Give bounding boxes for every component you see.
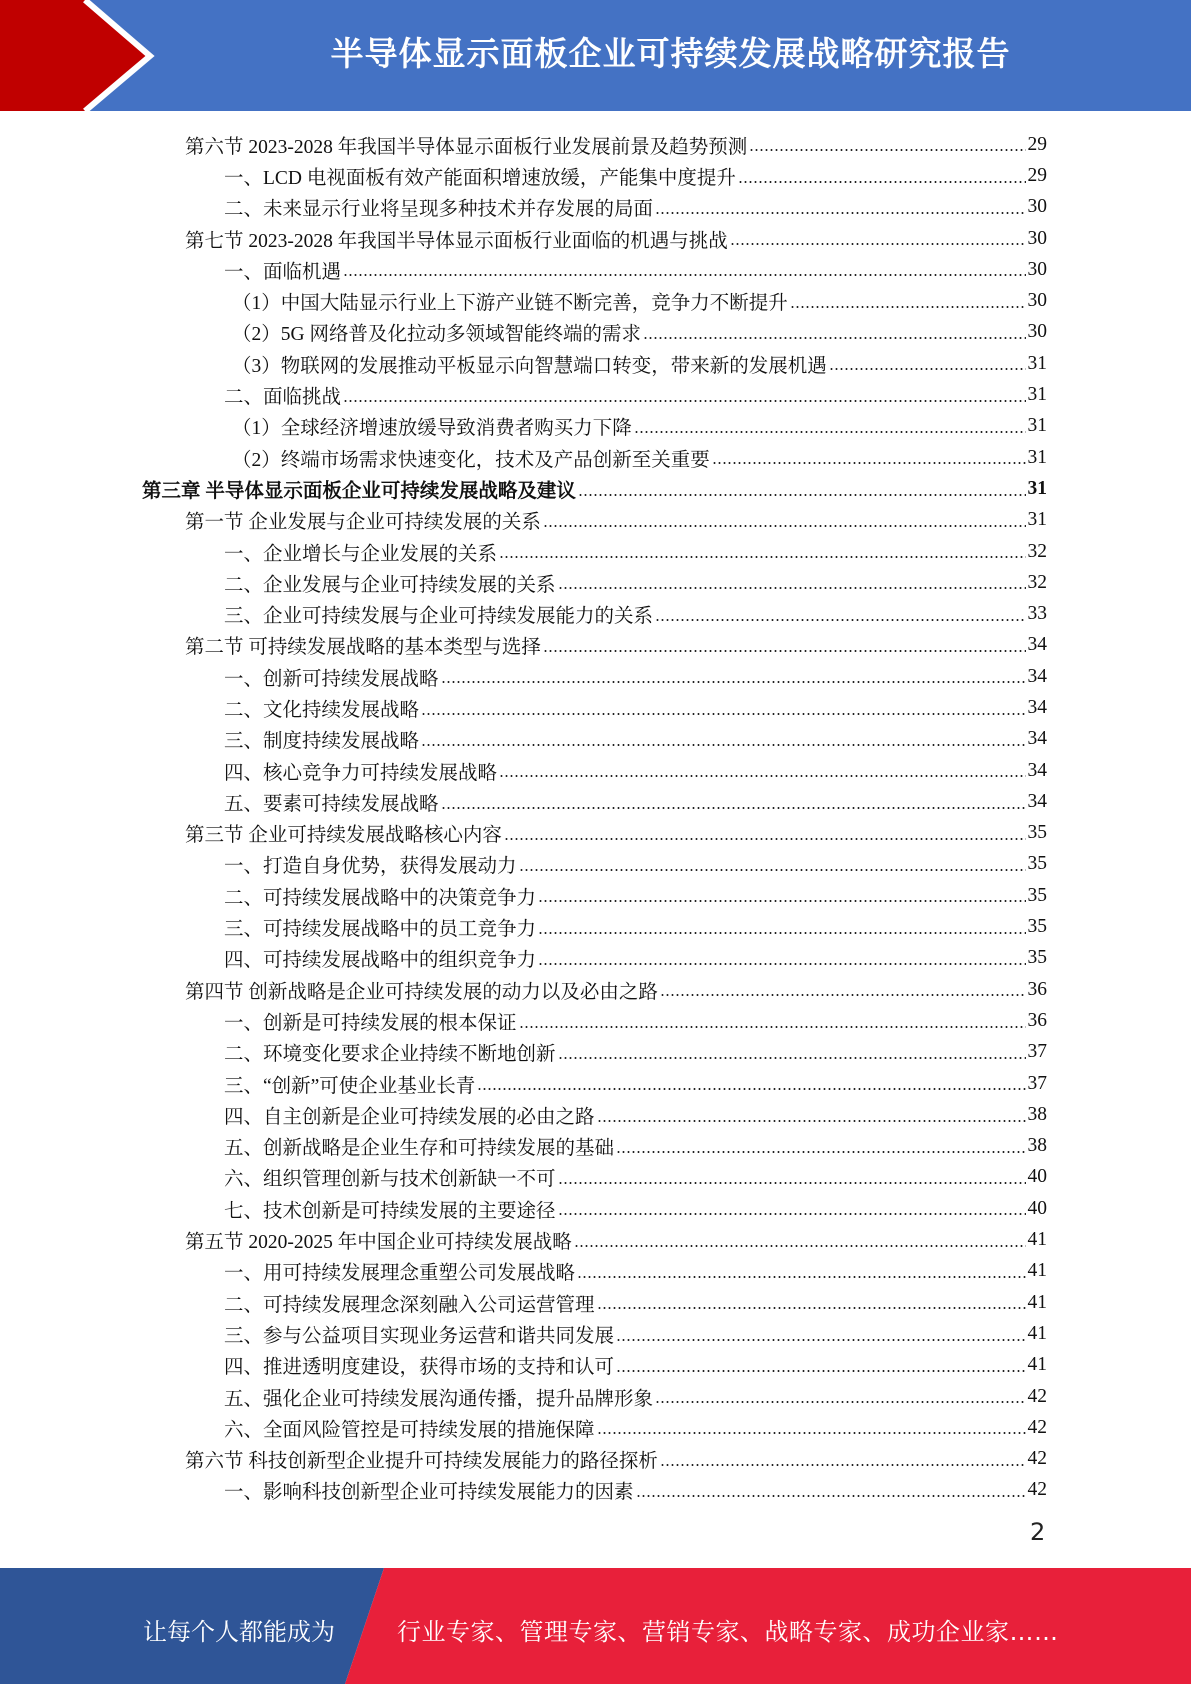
toc-leader-dots — [577, 1275, 1025, 1279]
toc-leader-dots — [660, 1463, 1026, 1467]
toc-entry[interactable] — [0, 724, 1191, 755]
toc-entry[interactable] — [0, 1381, 1191, 1412]
toc-entry[interactable] — [0, 567, 1191, 598]
toc-leader-dots — [499, 774, 1025, 778]
toc-entry-page: 35 — [1027, 947, 1047, 969]
toc-entry-page: 41 — [1027, 1354, 1047, 1376]
toc-leader-dots — [574, 1244, 1026, 1248]
toc-entry-title: 二、可持续发展战略中的决策竞争力 — [224, 887, 537, 909]
toc-entry-page: 41 — [1027, 1322, 1047, 1344]
toc-entry[interactable] — [0, 1256, 1191, 1287]
toc-leader-dots — [749, 148, 1025, 152]
toc-entry-title: 二、面临挑战 — [224, 387, 342, 409]
toc-entry[interactable] — [0, 1068, 1191, 1099]
toc-entry[interactable] — [0, 943, 1191, 974]
toc-entry-title: 第四节 创新战略是企业可持续发展的动力以及必由之路 — [185, 981, 658, 1003]
toc-entry[interactable] — [0, 254, 1191, 285]
toc-entry-title: 三、参与公益项目实现业务运营和谐共同发展 — [224, 1325, 615, 1347]
toc-entry[interactable] — [0, 661, 1191, 692]
toc-entry-page: 40 — [1027, 1197, 1047, 1219]
toc-entry-page: 42 — [1027, 1448, 1047, 1470]
toc-leader-dots — [421, 712, 1025, 716]
toc-entry-page: 31 — [1027, 509, 1047, 531]
toc-entry-title: （1）中国大陆显示行业上下游产业链不断完善，竞争力不断提升 — [232, 293, 788, 315]
toc-entry-page: 30 — [1027, 290, 1047, 312]
toc-leader-dots — [829, 367, 1026, 371]
toc-entry[interactable] — [0, 974, 1191, 1005]
toc-entry-page: 34 — [1027, 790, 1047, 812]
toc-leader-dots — [790, 305, 1026, 309]
page-header — [0, 0, 1191, 111]
toc-entry-page: 34 — [1027, 665, 1047, 687]
toc-leader-dots — [597, 1119, 1026, 1123]
toc-entry-page: 42 — [1027, 1385, 1047, 1407]
toc-entry-page: 31 — [1027, 352, 1047, 374]
toc-entry[interactable] — [0, 1193, 1191, 1224]
toc-entry-title: 二、可持续发展理念深刻融入公司运营管理 — [224, 1294, 595, 1316]
toc-entry-page: 42 — [1027, 1416, 1047, 1438]
toc-entry-page: 30 — [1027, 196, 1047, 218]
toc-entry-title: 第七节 2023-2028 年我国半导体显示面板行业面临的机遇与挑战 — [185, 230, 728, 252]
toc-entry[interactable] — [0, 192, 1191, 223]
page-footer — [0, 1568, 1191, 1684]
toc-entry-title: 一、企业增长与企业发展的关系 — [224, 543, 498, 565]
toc-entry-page: 29 — [1027, 164, 1047, 186]
toc-leader-dots — [558, 586, 1026, 590]
toc-entry[interactable] — [0, 755, 1191, 786]
toc-entry-title: 第五节 2020-2025 年中国企业可持续发展战略 — [185, 1232, 572, 1254]
toc-leader-dots — [616, 1150, 1025, 1154]
toc-entry[interactable] — [0, 505, 1191, 536]
toc-entry-title: 三、“创新”可使企业基业长青 — [224, 1075, 476, 1097]
toc-entry[interactable] — [0, 1131, 1191, 1162]
toc-entry[interactable] — [0, 1412, 1191, 1443]
toc-entry[interactable] — [0, 160, 1191, 191]
toc-leader-dots — [499, 555, 1025, 559]
toc-entry[interactable] — [0, 630, 1191, 661]
toc-entry-title: 六、全面风险管控是可持续发展的措施保障 — [224, 1419, 595, 1441]
toc-entry[interactable] — [0, 442, 1191, 473]
toc-entry-title: 二、环境变化要求企业持续不断地创新 — [224, 1044, 556, 1066]
toc-entry-page: 40 — [1027, 1166, 1047, 1188]
toc-leader-dots — [655, 1400, 1025, 1404]
toc-leader-dots — [597, 1431, 1026, 1435]
toc-leader-dots — [343, 273, 1025, 277]
toc-entry-page: 29 — [1027, 133, 1047, 155]
toc-leader-dots — [660, 993, 1026, 997]
toc-entry-title: 七、技术创新是可持续发展的主要途径 — [224, 1200, 556, 1222]
toc-entry-title: 五、创新战略是企业生存和可持续发展的基础 — [224, 1138, 615, 1160]
toc-entry-title: 一、面临机遇 — [224, 261, 342, 283]
toc-entry-title: 第六节 科技创新型企业提升可持续发展能力的路径探析 — [185, 1451, 658, 1473]
toc-entry-page: 35 — [1027, 916, 1047, 938]
toc-entry[interactable] — [0, 1318, 1191, 1349]
toc-entry-title: （2）终端市场需求快速变化，技术及产品创新至关重要 — [232, 449, 710, 471]
toc-leader-dots — [504, 837, 1026, 841]
toc-leader-dots — [538, 962, 1025, 966]
toc-leader-dots — [655, 618, 1025, 622]
toc-entry-title: 四、可持续发展战略中的组织竞争力 — [224, 950, 537, 972]
toc-entry-title: 第一节 企业发展与企业可持续发展的关系 — [185, 512, 541, 534]
toc-entry-page: 30 — [1027, 321, 1047, 343]
toc-leader-dots — [441, 806, 1026, 810]
toc-entry-title: 二、企业发展与企业可持续发展的关系 — [224, 574, 556, 596]
toc-leader-dots — [519, 1025, 1026, 1029]
toc-entry-page: 35 — [1027, 822, 1047, 844]
toc-leader-dots — [578, 493, 1026, 497]
toc-entry-title: （2）5G 网络普及化拉动多领域智能终端的需求 — [232, 324, 641, 346]
toc-entry[interactable] — [0, 692, 1191, 723]
toc-entry-page: 31 — [1027, 384, 1047, 406]
toc-leader-dots — [441, 680, 1026, 684]
toc-entry-page: 36 — [1027, 978, 1047, 1000]
toc-entry-page: 31 — [1027, 477, 1047, 499]
toc-entry-page: 41 — [1027, 1291, 1047, 1313]
report-title: 半导体显示面板企业可持续发展战略研究报告 — [330, 34, 1011, 73]
toc-entry-page: 38 — [1027, 1103, 1047, 1125]
toc-leader-dots — [634, 430, 1026, 434]
toc-entry-title: 三、可持续发展战略中的员工竞争力 — [224, 919, 537, 941]
toc-entry-title: （1）全球经济增速放缓导致消费者购买力下降 — [232, 418, 632, 440]
toc-leader-dots — [616, 1369, 1025, 1373]
toc-entry[interactable] — [0, 880, 1191, 911]
table-of-contents — [0, 129, 1191, 1506]
toc-entry-page: 35 — [1027, 884, 1047, 906]
toc-entry-page: 34 — [1027, 696, 1047, 718]
toc-entry-page: 35 — [1027, 853, 1047, 875]
toc-leader-dots — [543, 649, 1026, 653]
toc-entry[interactable] — [0, 1443, 1191, 1474]
toc-entry[interactable] — [0, 129, 1191, 160]
toc-entry-title: 一、创新可持续发展战略 — [224, 668, 439, 690]
toc-entry-title: 第六节 2023-2028 年我国半导体显示面板行业发展前景及趋势预测 — [185, 136, 748, 158]
toc-entry-page: 30 — [1027, 227, 1047, 249]
toc-entry[interactable] — [0, 1005, 1191, 1036]
toc-leader-dots — [558, 1056, 1026, 1060]
toc-entry[interactable] — [0, 1037, 1191, 1068]
toc-entry-title: 一、创新是可持续发展的根本保证 — [224, 1012, 517, 1034]
toc-entry-title: 一、打造自身优势，获得发展动力 — [224, 856, 517, 878]
toc-entry-page: 42 — [1027, 1479, 1047, 1501]
toc-entry[interactable] — [0, 536, 1191, 567]
toc-entry-page: 38 — [1027, 1135, 1047, 1157]
toc-entry[interactable] — [0, 818, 1191, 849]
toc-entry-title: 二、文化持续发展战略 — [224, 699, 420, 721]
toc-entry-page: 37 — [1027, 1041, 1047, 1063]
toc-leader-dots — [558, 1181, 1026, 1185]
page-number: 2 — [1030, 1518, 1046, 1546]
toc-leader-dots — [477, 1087, 1025, 1091]
toc-entry[interactable] — [0, 1224, 1191, 1255]
toc-entry-title: 一、LCD 电视面板有效产能面积增速放缓，产能集中度提升 — [224, 167, 736, 189]
toc-entry-page: 33 — [1027, 603, 1047, 625]
toc-entry[interactable] — [0, 285, 1191, 316]
toc-leader-dots — [712, 461, 1026, 465]
toc-entry[interactable] — [0, 317, 1191, 348]
toc-entry[interactable] — [0, 1475, 1191, 1506]
toc-entry[interactable] — [0, 348, 1191, 379]
toc-entry[interactable] — [0, 849, 1191, 880]
toc-entry-page: 34 — [1027, 728, 1047, 750]
toc-entry-title: 三、制度持续发展战略 — [224, 731, 420, 753]
toc-entry-title: （3）物联网的发展推动平板显示向智慧端口转变，带来新的发展机遇 — [232, 355, 827, 377]
toc-entry-title: 五、强化企业可持续发展沟通传播，提升品牌形象 — [224, 1388, 654, 1410]
toc-leader-dots — [558, 1212, 1026, 1216]
toc-entry[interactable] — [0, 1162, 1191, 1193]
toc-entry-page: 31 — [1027, 415, 1047, 437]
toc-leader-dots — [597, 1306, 1026, 1310]
toc-leader-dots — [538, 931, 1025, 935]
toc-entry-title: 二、未来显示行业将呈现多种技术并存发展的局面 — [224, 199, 654, 221]
toc-leader-dots — [738, 180, 1026, 184]
toc-entry-page: 30 — [1027, 258, 1047, 280]
toc-entry-title: 四、核心竞争力可持续发展战略 — [224, 762, 498, 784]
toc-leader-dots — [421, 743, 1025, 747]
toc-entry-page: 37 — [1027, 1072, 1047, 1094]
toc-entry-page: 31 — [1027, 446, 1047, 468]
toc-entry[interactable] — [0, 411, 1191, 442]
toc-entry-page: 41 — [1027, 1229, 1047, 1251]
toc-entry[interactable] — [0, 1350, 1191, 1381]
toc-entry-page: 34 — [1027, 634, 1047, 656]
toc-entry-page: 36 — [1027, 1009, 1047, 1031]
toc-entry-title: 六、组织管理创新与技术创新缺一不可 — [224, 1169, 556, 1191]
toc-entry-title: 一、影响科技创新型企业可持续发展能力的因素 — [224, 1482, 634, 1504]
toc-entry[interactable] — [0, 1099, 1191, 1130]
toc-entry-title: 第二节 可持续发展战略的基本类型与选择 — [185, 637, 541, 659]
toc-entry-page: 32 — [1027, 540, 1047, 562]
toc-entry[interactable] — [0, 911, 1191, 942]
toc-entry-title: 第三节 企业可持续发展战略核心内容 — [185, 825, 502, 847]
toc-leader-dots — [343, 399, 1025, 403]
toc-entry[interactable] — [0, 598, 1191, 629]
toc-entry-page: 32 — [1027, 571, 1047, 593]
toc-entry[interactable] — [0, 786, 1191, 817]
toc-entry[interactable] — [0, 223, 1191, 254]
toc-entry-title: 四、推进透明度建设，获得市场的支持和认可 — [224, 1357, 615, 1379]
toc-leader-dots — [636, 1494, 1026, 1498]
toc-entry-title: 五、要素可持续发展战略 — [224, 793, 439, 815]
toc-leader-dots — [538, 899, 1025, 903]
footer-slogan-right: 行业专家、管理专家、营销专家、战略专家、成功企业家…… — [397, 1618, 1059, 1646]
toc-leader-dots — [643, 336, 1026, 340]
toc-entry-title: 一、用可持续发展理念重塑公司发展战略 — [224, 1263, 576, 1285]
toc-leader-dots — [519, 868, 1026, 872]
toc-leader-dots — [543, 524, 1026, 528]
toc-entry-page: 41 — [1027, 1260, 1047, 1282]
toc-entry[interactable] — [0, 379, 1191, 410]
toc-leader-dots — [616, 1338, 1025, 1342]
toc-entry-title: 三、企业可持续发展与企业可持续发展能力的关系 — [224, 606, 654, 628]
toc-entry-title: 四、自主创新是企业可持续发展的必由之路 — [224, 1106, 595, 1128]
toc-entry-title: 第三章 半导体显示面板企业可持续发展战略及建议 — [142, 480, 576, 502]
toc-entry-page: 34 — [1027, 759, 1047, 781]
toc-entry[interactable] — [0, 473, 1191, 504]
toc-entry[interactable] — [0, 1287, 1191, 1318]
toc-leader-dots — [730, 242, 1026, 246]
footer-slogan-left: 让每个人都能成为 — [143, 1618, 335, 1646]
toc-leader-dots — [655, 211, 1025, 215]
